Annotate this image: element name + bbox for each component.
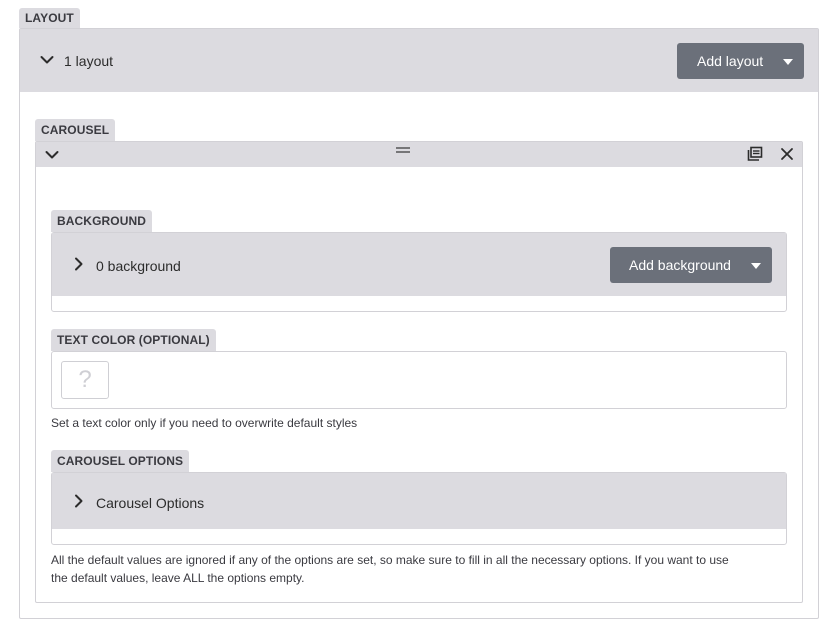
layout-summary: 1 layout bbox=[64, 53, 114, 69]
carousel-options-header[interactable] bbox=[52, 473, 786, 529]
chevron-down-icon[interactable] bbox=[40, 55, 54, 65]
chevron-right-icon[interactable] bbox=[74, 494, 84, 508]
chevron-down-icon[interactable] bbox=[45, 150, 59, 160]
text-color-help: Set a text color only if you need to overwrite default styles bbox=[51, 416, 358, 430]
question-mark-icon: ? bbox=[78, 366, 92, 393]
duplicate-icon[interactable] bbox=[747, 146, 763, 162]
chevron-right-icon[interactable] bbox=[74, 257, 84, 271]
carousel-options-help-line2: the default values, leave ALL the options empty. bbox=[51, 571, 305, 585]
layout-section-label: LAYOUT bbox=[19, 8, 80, 28]
add-background-button[interactable] bbox=[610, 247, 772, 283]
add-background-button-label: Add background bbox=[629, 257, 731, 273]
carousel-options-field-label: CAROUSEL OPTIONS bbox=[51, 450, 189, 472]
carousel-toolbar bbox=[36, 142, 802, 167]
text-color-field-label: TEXT COLOR (OPTIONAL) bbox=[51, 329, 216, 351]
carousel-options-summary: Carousel Options bbox=[96, 495, 205, 511]
close-icon[interactable] bbox=[780, 147, 794, 161]
carousel-section-label: CAROUSEL bbox=[35, 119, 115, 141]
background-field-label: BACKGROUND bbox=[51, 210, 152, 232]
background-field bbox=[51, 232, 787, 312]
carousel-options-field bbox=[51, 472, 787, 545]
layout-header[interactable] bbox=[20, 29, 818, 92]
color-picker-swatch[interactable] bbox=[61, 361, 109, 399]
background-header[interactable] bbox=[52, 233, 786, 296]
drag-handle-icon[interactable] bbox=[395, 146, 411, 154]
add-layout-button[interactable] bbox=[677, 43, 804, 79]
background-summary: 0 background bbox=[96, 258, 181, 274]
add-layout-button-label: Add layout bbox=[697, 53, 764, 69]
caret-down-icon[interactable] bbox=[740, 247, 772, 283]
caret-down-icon[interactable] bbox=[772, 43, 804, 79]
text-color-field bbox=[51, 351, 787, 409]
carousel-options-help-line1: All the default values are ignored if any of the options are set, so make sure to fill in all the necessary options. If you want to use bbox=[51, 553, 729, 567]
